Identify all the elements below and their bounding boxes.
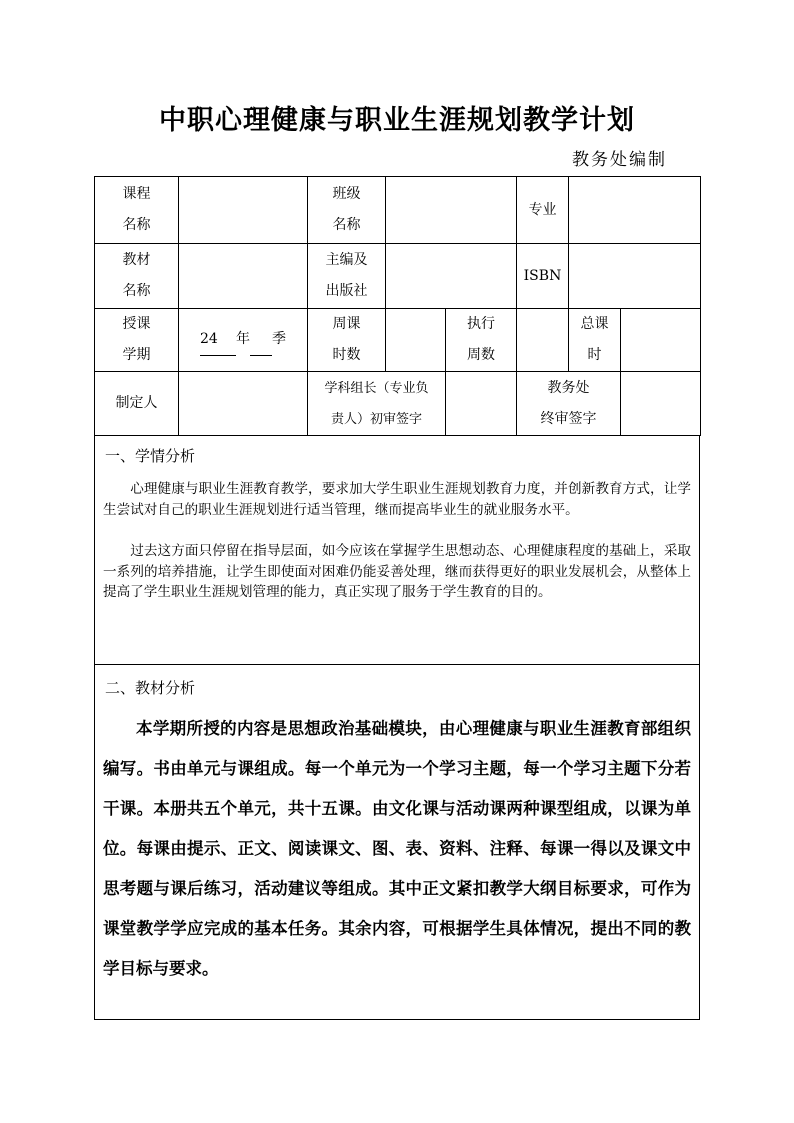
textbook-name-label: 教材 名称 <box>95 244 179 309</box>
course-info-table <box>94 176 701 436</box>
term-year-unit: 年 <box>236 331 250 347</box>
isbn-label: ISBN <box>517 244 569 309</box>
course-name-field[interactable] <box>179 177 308 244</box>
weekly-hours-field[interactable] <box>386 309 446 372</box>
term-season-unit: 季 <box>272 331 286 347</box>
exec-weeks-label: 执行 周数 <box>446 309 517 372</box>
term-season-blank <box>250 324 272 356</box>
editor-publisher-field[interactable] <box>386 244 517 309</box>
office-sign-field[interactable] <box>621 372 701 436</box>
leader-sign-label: 学科组长（专业负 责人）初审签字 <box>308 372 446 436</box>
term-year-value: 24 <box>200 324 236 356</box>
total-hours-field[interactable] <box>621 309 701 372</box>
exec-weeks-field[interactable] <box>517 309 569 372</box>
leader-sign-field[interactable] <box>446 372 517 436</box>
editor-office: 教务处编制 <box>572 150 667 170</box>
student-analysis-paragraph: 过去这方面只停留在指导层面，如今应该在掌握学生思想动态、心理健康程度的基础上，采取一系列的培养措施，让学生即使面对困难仍能妥善处理，继而获得更好的职业发展机会，从整体上提高了学生职业生涯规划管理的能力，真正实现了服务于学生教育的目的。 <box>103 543 691 600</box>
major-label: 专业 <box>517 177 569 244</box>
course-name-label: 课程 名称 <box>95 177 179 244</box>
editor-publisher-label: 主编及 出版社 <box>308 244 386 309</box>
isbn-field[interactable] <box>569 244 701 309</box>
total-hours-label: 总课 时 <box>569 309 621 372</box>
page-title: 中职心理健康与职业生涯规划教学计划 <box>159 105 635 136</box>
section-title: 二、教材分析 <box>105 679 196 697</box>
textbook-analysis-paragraph: 本学期所授的内容是思想政治基础模块，由心理健康与职业生涯教育部组织编写。书由单元与课组成。每一个单元为一个学习主题，每一个学习主题下分若干课。本册共五个单元，共十五课。由文化课与活动课两种课型组成，以课为单位。每课由提示、正文、阅读课文、图、表、资料、注释、每课一得以及课文中思考题与课后练习，活动建议等组成。其中正文紧扣教学大纲目标要求，可作为课堂教学学应完成的基本任务。其余内容，可根据学生具体情况，提出不同的教学目标与要求。 <box>103 719 691 978</box>
term-label: 授课 学期 <box>95 309 179 372</box>
textbook-name-field[interactable] <box>179 244 308 309</box>
section-title: 一、学情分析 <box>105 447 196 465</box>
major-field[interactable] <box>569 177 701 244</box>
maker-label: 制定人 <box>95 372 179 436</box>
class-name-label: 班级 名称 <box>308 177 386 244</box>
student-analysis-section <box>94 435 700 665</box>
office-sign-label: 教务处 终审签字 <box>517 372 621 436</box>
weekly-hours-label: 周课 时数 <box>308 309 386 372</box>
term-field[interactable] <box>179 309 308 372</box>
textbook-analysis-section <box>94 664 700 1020</box>
maker-field[interactable] <box>179 372 308 436</box>
class-name-field[interactable] <box>386 177 517 244</box>
student-analysis-paragraph: 心理健康与职业生涯教育教学，要求加大学生职业生涯规划教育力度，并创新教育方式，让学生尝试对自己的职业生涯规划进行适当管理，继而提高毕业生的就业服务水平。 <box>103 481 691 518</box>
